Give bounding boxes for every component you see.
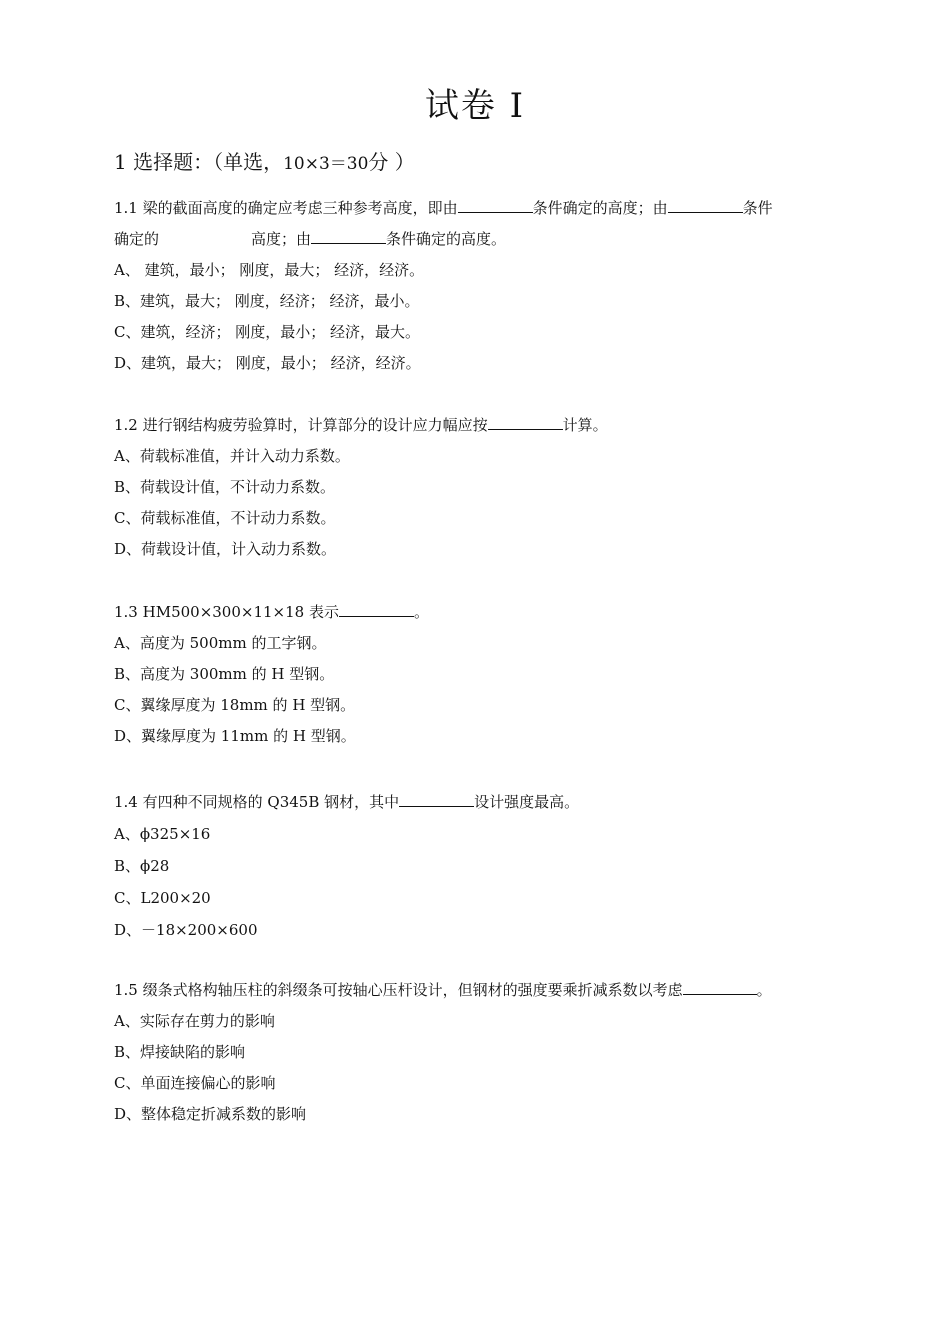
score-formula: 10×3＝30 xyxy=(283,154,369,174)
option-c: C、荷载标准值，不计动力系数。 xyxy=(114,509,336,527)
option-c: C、建筑，经济； 刚度，最小； 经济，最大。 xyxy=(114,323,421,341)
question-1-3-stem: 1.3 HM500×300×11×18 表示 。 xyxy=(114,603,429,621)
answer-blank xyxy=(668,198,743,213)
option-a: A、实际存在剪力的影响 xyxy=(114,1012,275,1030)
option-c: C、L200×20 xyxy=(114,889,211,907)
page-title: 试卷 I xyxy=(424,86,526,126)
question-1-1-stem-cont: 确定的 高度；由 条件确定的高度。 xyxy=(114,230,507,248)
option-d: D、翼缘厚度为 11mm 的 H 型钢。 xyxy=(114,727,356,745)
answer-blank xyxy=(458,198,533,213)
answer-blank xyxy=(488,415,563,430)
answer-blank xyxy=(339,602,414,617)
option-b: B、建筑，最大； 刚度，经济； 经济，最小。 xyxy=(114,292,420,310)
option-a: A、荷载标准值，并计入动力系数。 xyxy=(114,447,350,465)
option-b: B、荷载设计值，不计动力系数。 xyxy=(114,478,336,496)
answer-blank xyxy=(399,792,474,807)
answer-blank xyxy=(683,980,757,995)
question-1-4-stem: 1.4 有四种不同规格的 Q345B 钢材，其中 设计强度最高。 xyxy=(114,793,580,811)
option-b: B、焊接缺陷的影响 xyxy=(114,1043,246,1061)
option-c: C、单面连接偏心的影响 xyxy=(114,1074,276,1092)
section-number: 1 xyxy=(114,150,127,174)
option-b: B、ϕ28 xyxy=(114,857,170,875)
answer-blank xyxy=(311,229,386,244)
option-a: A、ϕ325×16 xyxy=(114,825,211,843)
option-d: D、荷载设计值，计入动力系数。 xyxy=(114,540,337,558)
question-1-1-stem: 1.1 梁的截面高度的确定应考虑三种参考高度，即由 条件确定的高度；由 条件 xyxy=(114,199,773,217)
option-b: B、高度为 300mm 的 H 型钢。 xyxy=(114,665,335,683)
section-heading xyxy=(114,146,415,175)
option-d: D、建筑，最大； 刚度，最小； 经济，经济。 xyxy=(114,354,421,372)
option-c: C、翼缘厚度为 18mm 的 H 型钢。 xyxy=(114,696,356,714)
question-1-5-stem: 1.5 缀条式格构轴压柱的斜缀条可按轴心压杆设计，但钢材的强度要乘折减系数以考虑 。 xyxy=(114,981,772,999)
option-a: A、 建筑，最小； 刚度，最大； 经济，经济。 xyxy=(114,261,425,279)
option-d: D、整体稳定折减系数的影响 xyxy=(114,1105,307,1123)
option-d: D、－18×200×600 xyxy=(114,921,258,939)
option-a: A、高度为 500mm 的工字钢。 xyxy=(114,634,327,652)
section-suffix: 分 ） xyxy=(368,150,415,174)
question-1-2-stem: 1.2 进行钢结构疲劳验算时，计算部分的设计应力幅应按 计算。 xyxy=(114,416,608,434)
section-label: 选择题：（单选， xyxy=(133,150,284,174)
